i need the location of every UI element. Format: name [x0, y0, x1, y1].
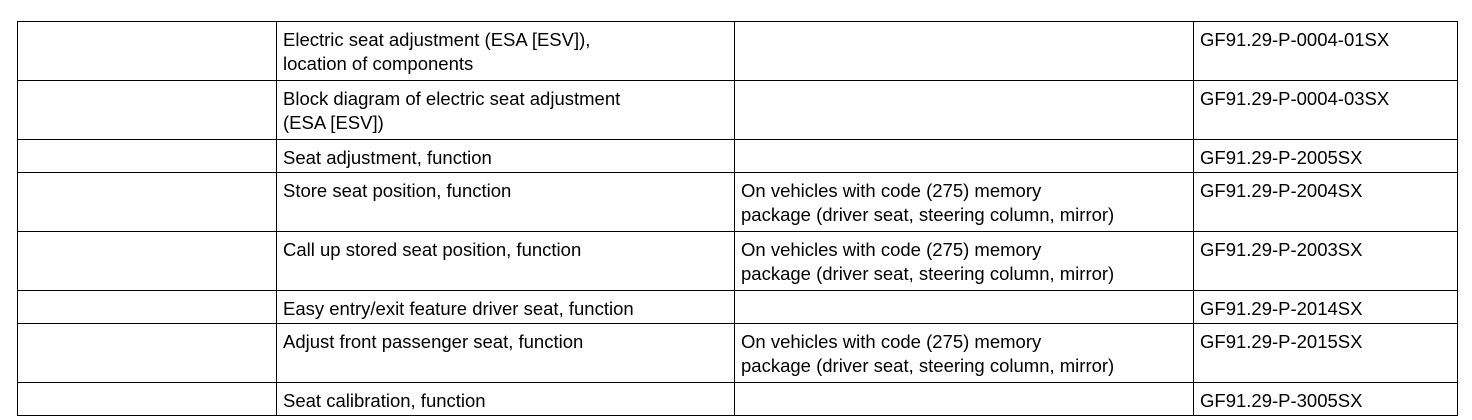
- table-row: [18, 81, 1458, 140]
- document-id-link[interactable]: GF91.29-P-0004-01SX: [1194, 22, 1458, 81]
- title-text: Easy entry/exit feature driver seat, function: [283, 298, 634, 319]
- table-row: [18, 173, 1458, 232]
- note-text: On vehicles with code (275) memory: [741, 239, 1042, 260]
- title-cell: [277, 383, 735, 416]
- title-text: Seat adjustment, function: [283, 147, 492, 168]
- document-id-link[interactable]: GF91.29-P-2003SX: [1194, 232, 1458, 291]
- document-id-link[interactable]: GF91.29-P-3005SX: [1194, 383, 1458, 416]
- title-cell: [277, 324, 735, 383]
- blank-cell: [18, 232, 277, 291]
- document-id-link[interactable]: GF91.29-P-2004SX: [1194, 173, 1458, 232]
- note-text: On vehicles with code (275) memory: [741, 331, 1042, 352]
- title-text: Adjust front passenger seat, function: [283, 331, 584, 352]
- table-row: [18, 22, 1458, 81]
- blank-cell: [18, 383, 277, 416]
- note-cell: [735, 22, 1194, 81]
- table-row: [18, 383, 1458, 416]
- note-cell: [735, 324, 1194, 383]
- blank-cell: [18, 81, 277, 140]
- document-id-link[interactable]: GF91.29-P-2015SX: [1194, 324, 1458, 383]
- note-text: package (driver seat, steering column, mirror): [741, 263, 1115, 284]
- title-text: Seat calibration, function: [283, 390, 486, 411]
- table-row: [18, 291, 1458, 324]
- blank-cell: [18, 324, 277, 383]
- note-text: package (driver seat, steering column, mirror): [741, 204, 1115, 225]
- note-cell: [735, 81, 1194, 140]
- title-cell: [277, 140, 735, 173]
- table-row: [18, 232, 1458, 291]
- note-cell: [735, 140, 1194, 173]
- blank-cell: [18, 22, 277, 81]
- title-text: Electric seat adjustment (ESA [ESV]),: [283, 29, 591, 50]
- table-row: [18, 324, 1458, 383]
- blank-cell: [18, 173, 277, 232]
- title-text: Call up stored seat position, function: [283, 239, 582, 260]
- table-row: [18, 140, 1458, 173]
- note-cell: [735, 291, 1194, 324]
- note-cell: [735, 173, 1194, 232]
- title-cell: [277, 232, 735, 291]
- title-cell: [277, 22, 735, 81]
- title-text: location of components: [283, 53, 474, 74]
- note-text: On vehicles with code (275) memory: [741, 180, 1042, 201]
- document-table: [17, 21, 1458, 416]
- document-id-link[interactable]: GF91.29-P-0004-03SX: [1194, 81, 1458, 140]
- title-text: (ESA [ESV]): [283, 112, 384, 133]
- title-text: Store seat position, function: [283, 180, 512, 201]
- title-cell: [277, 291, 735, 324]
- note-text: package (driver seat, steering column, mirror): [741, 355, 1115, 376]
- title-cell: [277, 173, 735, 232]
- blank-cell: [18, 140, 277, 173]
- blank-cell: [18, 291, 277, 324]
- title-text: Block diagram of electric seat adjustment: [283, 88, 621, 109]
- note-cell: [735, 383, 1194, 416]
- note-cell: [735, 232, 1194, 291]
- title-cell: [277, 81, 735, 140]
- document-id-link[interactable]: GF91.29-P-2005SX: [1194, 140, 1458, 173]
- document-id-link[interactable]: GF91.29-P-2014SX: [1194, 291, 1458, 324]
